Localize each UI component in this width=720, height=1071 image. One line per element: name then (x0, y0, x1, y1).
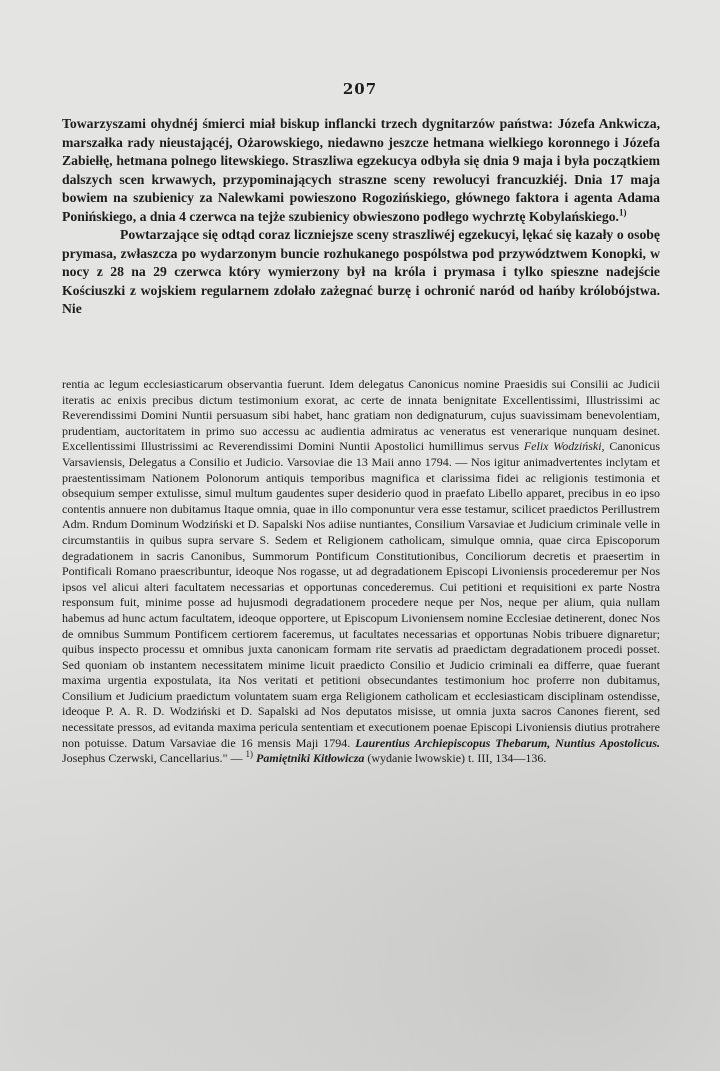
footnote-signature: Felix Wodziński, (523, 439, 605, 454)
footnote-text-part-2: Canonicus Varsaviensis, Delegatus a Consilio et Judicio. Varsoviae die 13 Maii anno 1794. — Nos igitur animadvertentes inclytam et praestentissimam Nationem Polonorum antiquis temporibus magnifica et clarissima fidei ac religionis testimonia et obsequium semper extulisse, simul multum gaudentes super desiderio quod in praefato Libello apparet, precibus in eo ipso contentis annuere non dubitamus Itaque omnia, quae in illo componuntur vera esse testamur, scilicet praedictos Perillustrem Adm. Rndum Dominum Wodziński et D. Sapalski Nos adiise nuntiantes, Consilium Varsaviae et Judicium criminale velle in circumstantiis in quibus supra servare S. Sedem et Religionem catholicam, simulque omnia, quae circa Episcoporum degradationem in sacris Canonibus, Summorum Pontificum Constitutionibus, Conciliorum decretis et praesertim in Pontificali Romano praescribuntur, ideoque Nos rogasse, ut ad degradationem Episcopi Livoniensis procederemur per Nos ipsos vel alicui alteri facultatem necessarias et opportunas concederemus. Cui petitioni et requisitioni ex parte Nostra responsum fuit, minime posse ad hujusmodi degradationem procedere neque per Nos, neque per alium, quia nullam habemus ad hunc actum facultatem, ideoque opportere, ut Episcopum Livoniensem nomine Ecclesiae detinerent, donec Nos de omnibus Summum Pontificem certiorem faceremus, ut facultates necessarias et opportunas Nobis tribuere dignaretur; quibus inspecto processu et omnibus juxta canonicam formam rite servatis ad praedictam degradationem procedi posset. Sed quoniam ob instantem necessitatem minime licuit praedicto Consilio et Judicio criminali ea differre, quae fuerant maxima urgentia expostulata, ita Nos veritati et petitioni obsecundantes testimonium hoc proferre non dubitamus, Consilium et Judicium praedictum voluntatem suam erga Religionem catholicam et ecclesiasticam disciplinam ostendisse, ideoque P. A. R. D. Wodziński et D. Sapalski ad Nos deputatos misisse, ut omnia juxta sacros Canones fierent, sed necessitate pressos, ad evitanda maxima pericula sententiam et executionem poenae Episcopi Livoniensis diutius protrahere non potuisse. Datum Varsaviae die 16 mensis Maji 1794. (62, 439, 660, 750)
paragraph-1 (62, 115, 660, 226)
footnote-text-part-3: Josephus Czerwski, Cancellarius." — (62, 751, 246, 766)
footnote-text-part-1: rentia ac legum ecclesiasticarum observantia fuerunt. Idem delegatus Canonicus nomine Praesidis sui Consilii ac Judicii iteratis ac enixis precibus dictum testimonium exorat, ac certe de innata benignitate Excellentissimi, Illustrissimi ac Reverendissimi Domini Nuntii persuasum sibi habet, hanc gratiam non dedignaturum, cujus suavissimam benevolentiam, prudentiam, auctoritatem in primo suo accessu ac audientia admiratus ac veneratus est venerarique nunquam desinet. Excellentissimi Illustrissimi ac Reverendissimi Domini Nuntii Apostolici humillimus servus (62, 377, 660, 454)
footnote-note-marker: 1) (245, 749, 254, 760)
footnote-reference: 1) (618, 206, 627, 217)
footnote-source-title: Pamiętniki Kitłowicza (256, 751, 365, 766)
page-number: 207 (342, 80, 378, 98)
paragraph-1-text: Towarzyszami ohydnéj śmierci miał biskup inflancki trzech dygnitarzów państwa: Józefa Ankwicza, marszałka rady nieustającéj, Ożarowskiego, niedawno jeszcze hetmana wielkiego koronnego i Józefa Zabiełłę, hetmana polnego litewskiego. Straszliwa egzekucya odbyła się dnia 9 maja i była początkiem dalszych scen krwawych, przypominających straszne sceny rewolucyi francuzkiéj. Dnia 17 maja bowiem na szubienicy za Nalewkami powieszono Rogozińskiego, głównego faktora i agenta Adama Ponińskiego, a dnia 4 czerwca na tejże szubienicy obwieszono podłego wychrztę Kobylańskiego. (62, 116, 660, 224)
footnote-paragraph (62, 377, 660, 767)
paragraph-2: Powtarzające się odtąd coraz liczniejsze sceny straszliwéj egzekucyi, lękać się kazały o osobę prymasa, zwłaszcza po wydarzonym buncie rozhukanego pospólstwa pod przywództwem Konopki, w nocy z 28 na 29 czerwca który wymierzony był na króla i prymasa i tylko spieszne nadejście Kościuszki z wojskiem regularnem zdołało zażegnać burzę i ochronić naród od hańby królobójstwa. Nie (62, 227, 660, 316)
footnote-block (62, 377, 660, 767)
footnote-closing-signature: Laurentius Archiepiscopus Thebarum, Nuntius Apostolicus. (355, 735, 660, 750)
footnote-text-part-4: (wydanie lwowskie) t. III, 134—136. (364, 751, 547, 766)
main-text (62, 115, 660, 319)
